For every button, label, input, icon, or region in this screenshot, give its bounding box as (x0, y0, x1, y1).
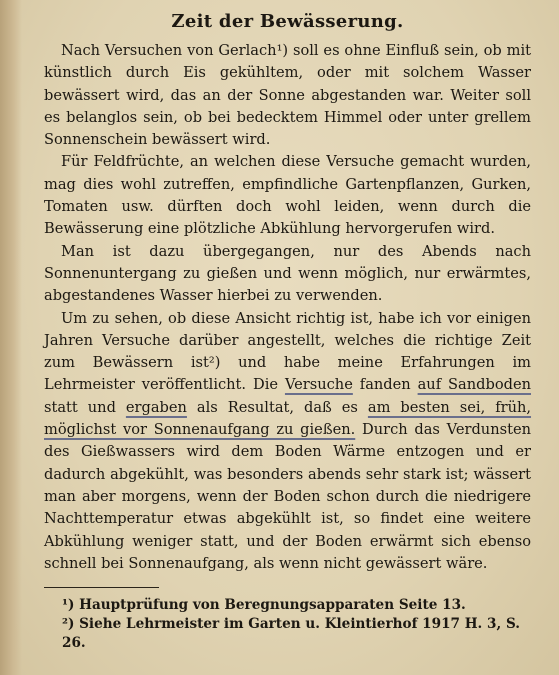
page-gutter-shadow (0, 0, 22, 675)
paragraph-3 (44, 241, 531, 308)
footnote-1: ¹) Hauptprüfung von Beregnungsapparaten Seite 13. (62, 597, 466, 614)
underlined-phrase: auf Sandboden (417, 376, 531, 394)
paragraph-4-text: Um zu sehen, ob diese Ansicht richtig ist, habe ich vor einigen Jahren Versuche darüber angestellt, welches die richtige Zeit zum Bewässern ist²) und habe meine Erfahrungen im Lehrmeister veröffentlicht. Die (44, 309, 531, 394)
paragraph-4-text: statt und (44, 398, 126, 416)
underlined-phrase: Versuche (284, 376, 353, 394)
paragraph-4 (44, 308, 531, 576)
body-text (44, 40, 531, 575)
paragraph-4-text: Durch das Verdunsten des Gießwassers wird dem Boden Wärme entzogen und er dadurch abgekühlt, was besonders abends sehr stark ist; wässert man aber morgens, wenn der Boden schon durch die niedrigere Nachttemperatur etwas abgekühlt ist, so findet eine weitere Abkühlung weniger statt, und der Boden erwärmt sich ebenso schnell bei Sonnenaufgang, als wenn nicht gewässert wäre. (44, 421, 531, 572)
paragraph-3-text: Man ist dazu übergegangen, nur des Abends nach Sonnenuntergang zu gießen und wenn möglich, nur erwärmtes, abgestandenes Wasser hierbei zu verwenden. (44, 242, 531, 305)
paragraph-4-text: fanden (352, 376, 418, 394)
footnote-2: ²) Siehe Lehrmeister im Garten u. Kleintierhof 1917 H. 3, S. 26. (62, 616, 521, 652)
underlined-phrase: ergaben (125, 398, 187, 416)
paragraph-1-text: Nach Versuchen von Gerlach¹) soll es ohne Einfluß sein, ob mit künstlich durch Eis gekühltem, oder mit solchem Wasser bewässert wird, das an der Sonne abgestanden war. Weiter soll es belanglos sein, ob bei bedecktem Himmel oder unter grellem Sonnenschein bewässert wird. (44, 42, 531, 149)
paragraph-2-text: Für Feldfrüchte, an welchen diese Versuche gemacht wurden, mag dies wohl zutreffen, empfindliche Gartenpflanzen, Gurken, Tomaten usw. dürften doch wohl leiden, wenn durch die Bewässerung eine plötzliche Abkühlung hervorgerufen wird. (44, 153, 531, 238)
footnotes (44, 596, 531, 653)
underlined-phrase: am besten sei, früh, möglichst vor Sonnenaufgang zu gießen. (44, 398, 532, 439)
paragraph-1 (44, 40, 531, 151)
paragraph-4-text: als Resultat, daß es (186, 398, 368, 416)
page-title: Zeit der Bewässerung. (171, 11, 404, 32)
paragraph-2 (44, 151, 531, 240)
footnote-divider (44, 587, 159, 588)
